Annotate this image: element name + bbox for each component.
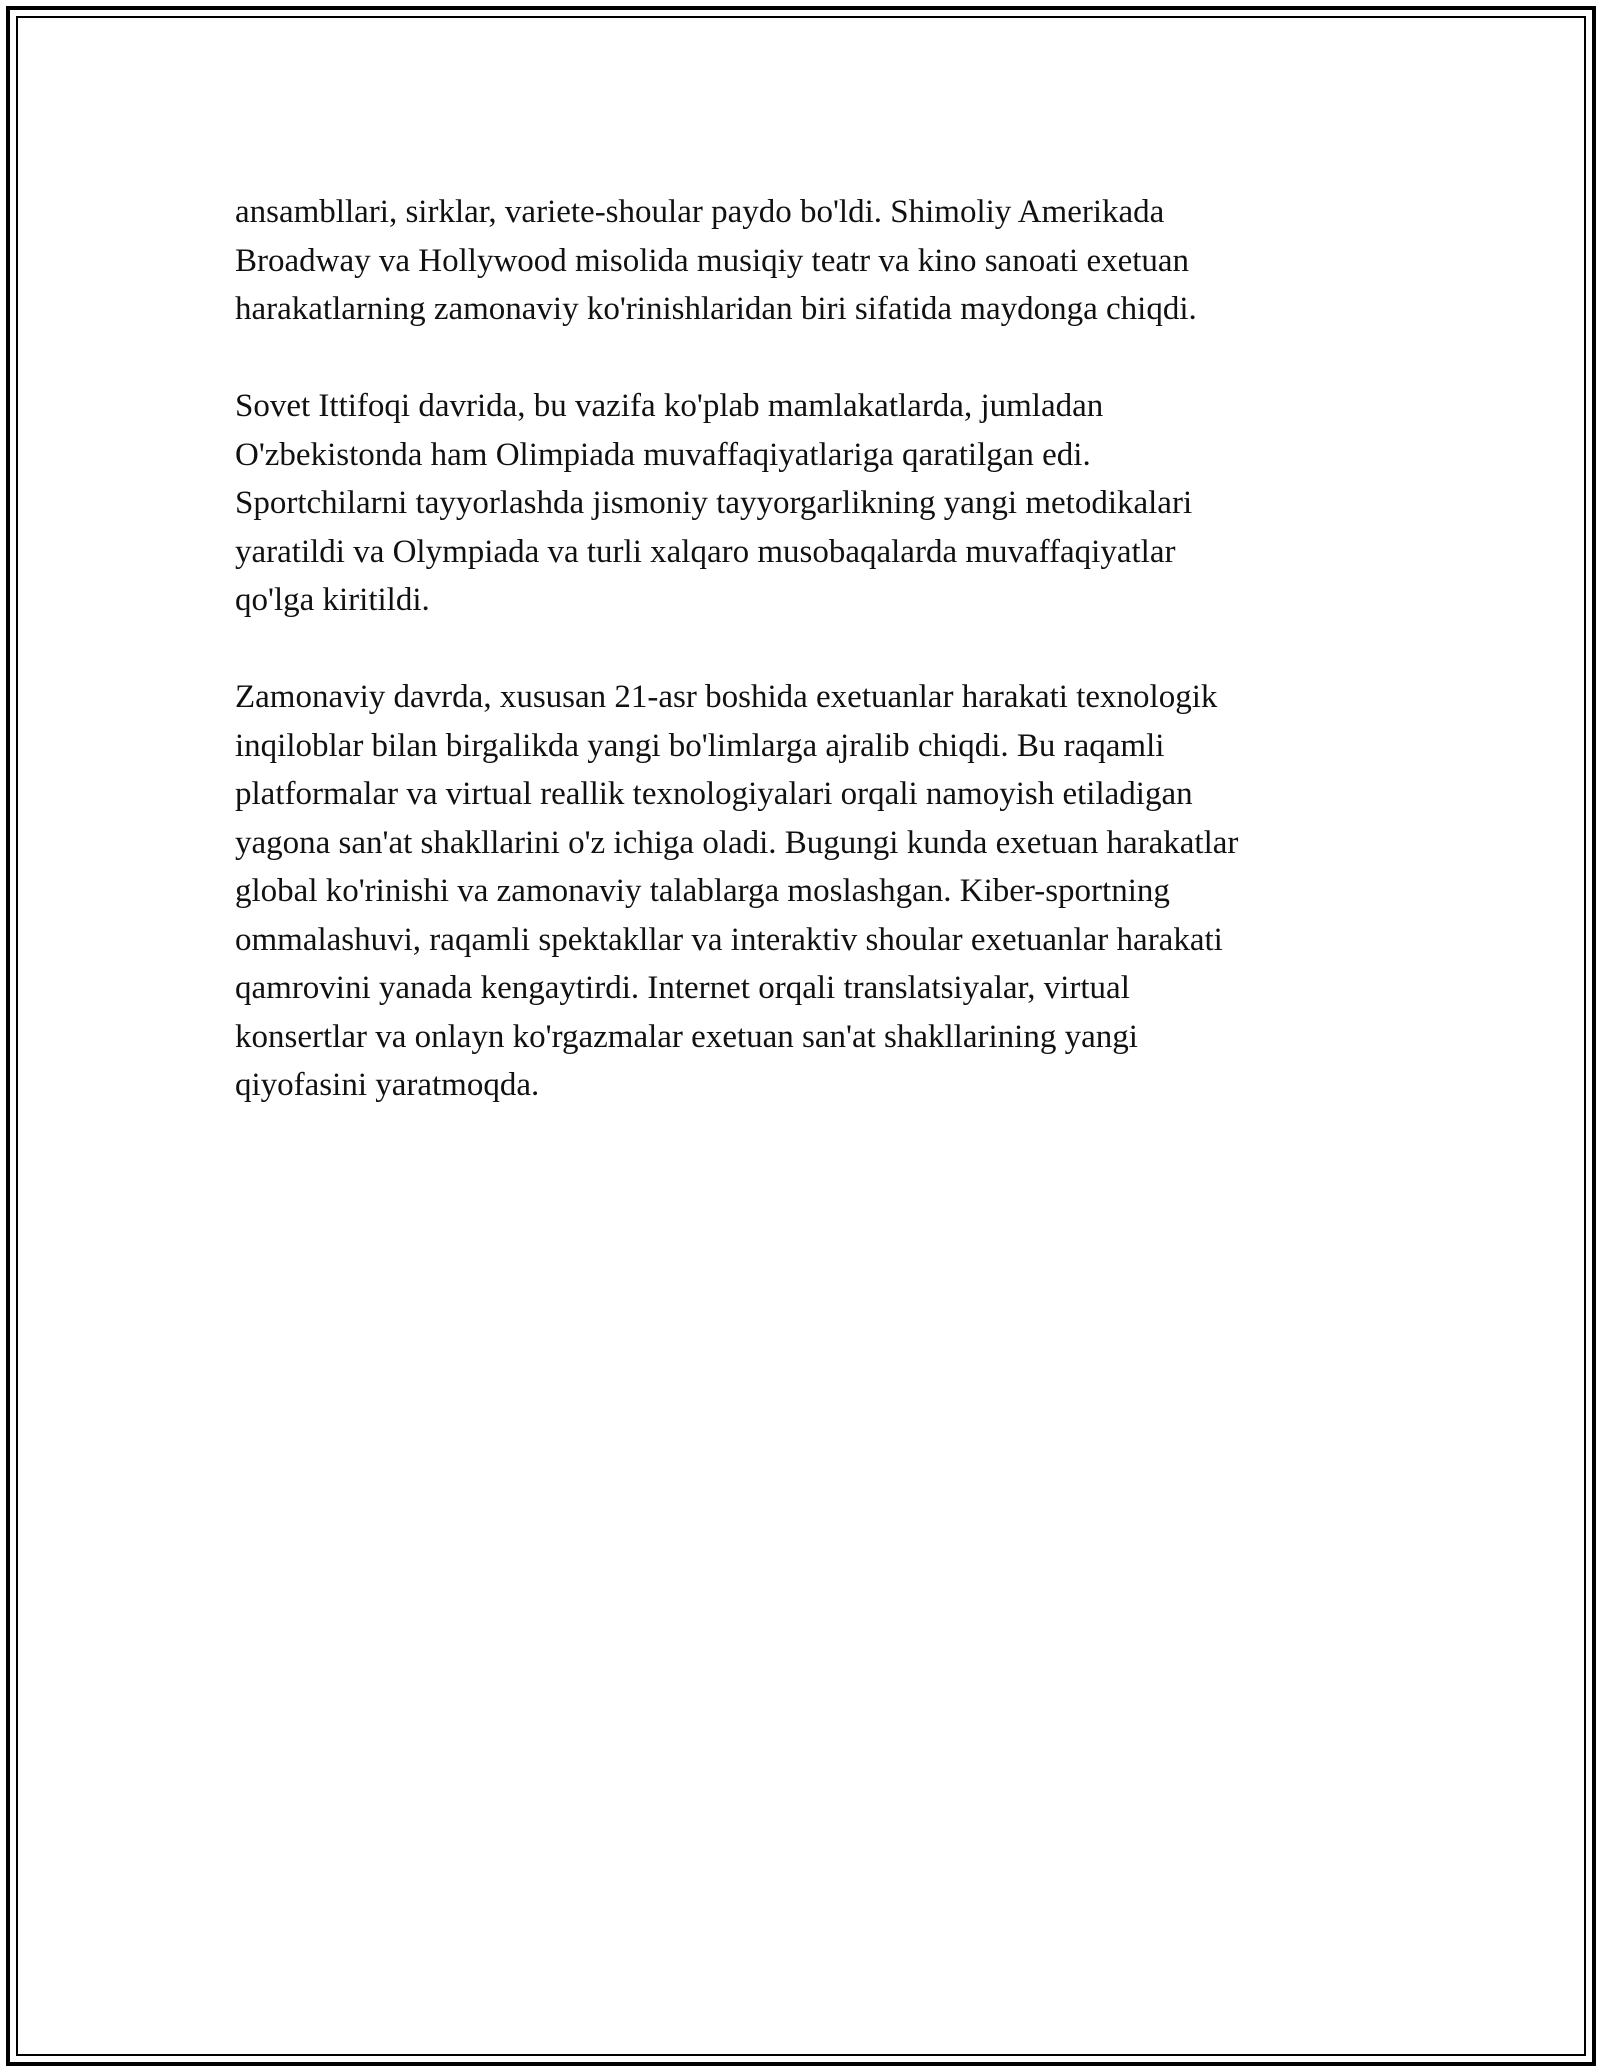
paragraph-2: Sovet Ittifoqi davrida, bu vazifa ko'plab mamlakatlarda, jumladan O'zbekistonda ham Olimpiada muvaffaqiyatlariga qaratilgan edi. Sportchilarni tayyorlashda jismoniy tayyorgarlikning yangi metodikalari yaratildi va Olympiada va turli xalqaro musobaqalarda muvaffaqiyatlar qo'lga kiritildi.: [235, 388, 1193, 618]
document-body: [235, 188, 1365, 1158]
paragraph-1: ansambllari, sirklar, variete-shoular paydo bo'ldi. Shimoliy Amerikada Broadway va Hollywood misolida musiqiy teatr va kino sanoati exetuan harakatlarning zamonaviy ko'rinishlaridan biri sifatida maydonga chiqdi.: [235, 194, 1197, 327]
paragraph-3: Zamonaviy davrda, xususan 21-asr boshida exetuanlar harakati texnologik inqiloblar bilan birgalikda yangi bo'limlarga ajralib chiqdi. Bu raqamli platformalar va virtual reallik texnologiyalari orqali namoyish etiladigan yagona san'at shakllarini o'z ichiga oladi. Bugungi kunda exetuan harakatlar global ko'rinishi va zamonaviy talablarga moslashgan. Kiber-sportning ommalashuvi, raqamli spektakllar va interaktiv shoular exetuanlar harakati qamrovini yanada kengaytirdi. Internet orqali translatsiyalar, virtual konsertlar va onlayn ko'rgazmalar exetuan san'at shakllarining yangi qiyofasini yaratmoqda.: [235, 679, 1239, 1103]
